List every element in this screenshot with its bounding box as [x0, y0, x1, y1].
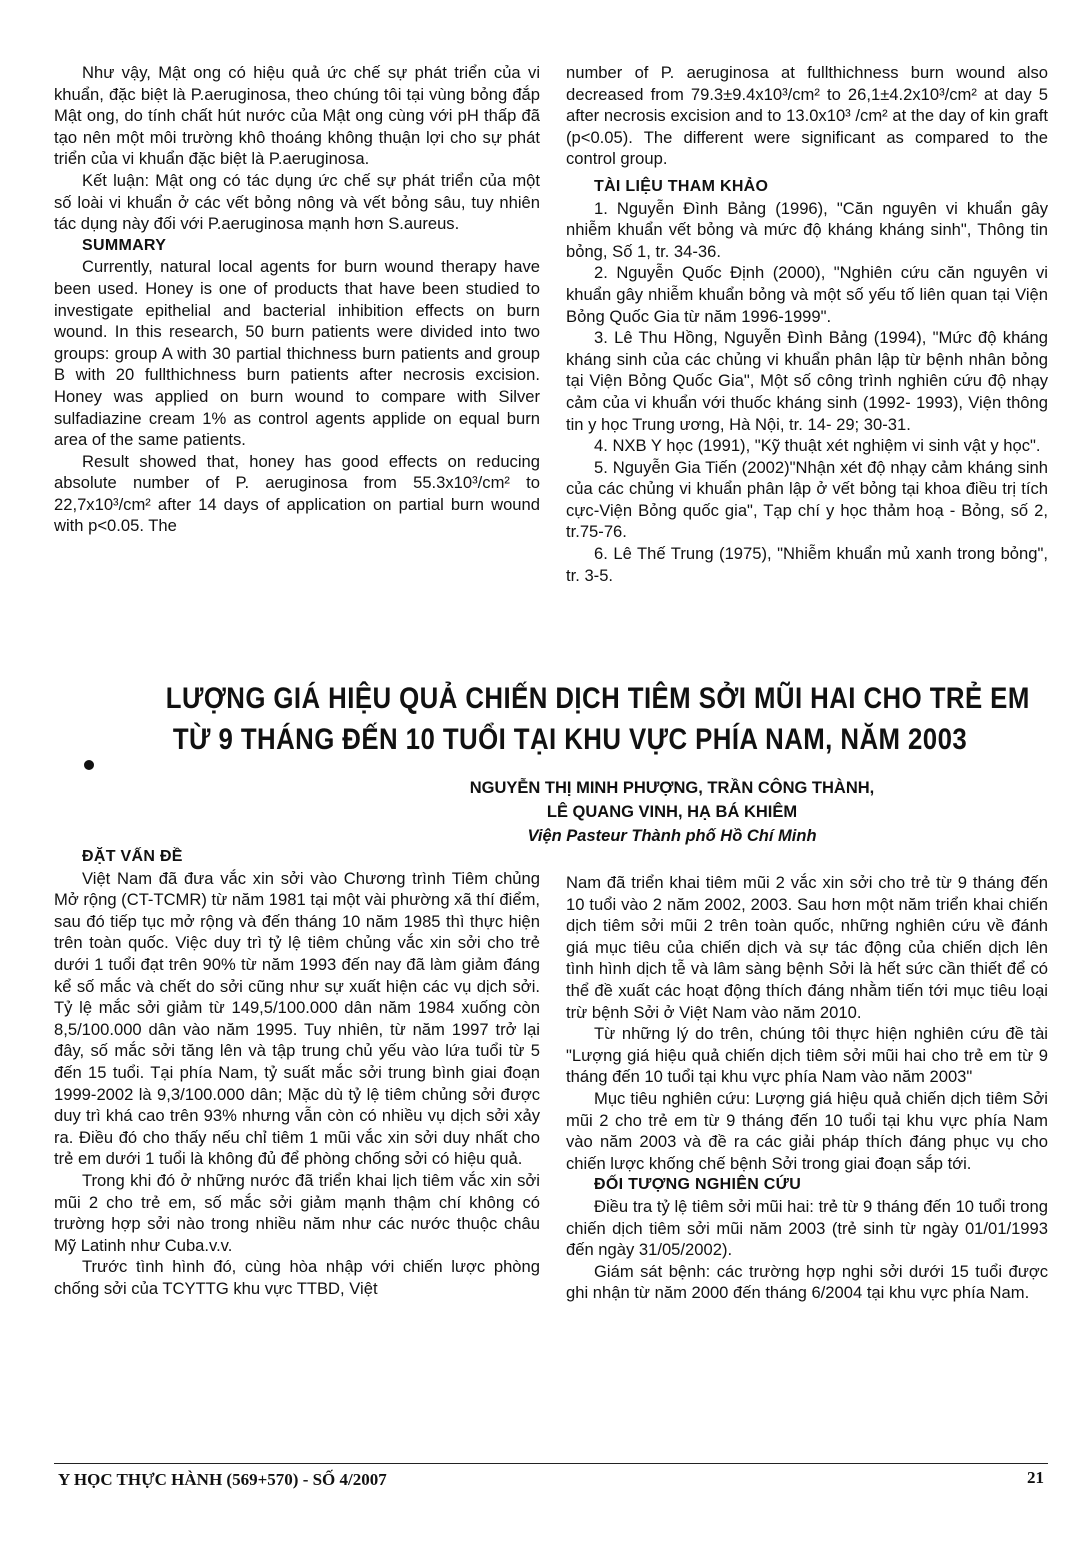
- reference-item: 4. NXB Y học (1991), "Kỹ thuật xét nghiệm vi sinh vật y học".: [594, 436, 1041, 456]
- paragraph: Như vậy, Mật ong có hiệu quả ức chế sự phát triển của vi khuẩn, đặc biệt là P.aeruginosa, theo chúng tôi tại vùng bỏng đắp Mật ong, do tính chất hút nước của Mật ong cùng với pH thấp đã tạo nên một môi trường khô thoáng không thuận lợi cho sự phát triển của vi khuẩn đặc biệt là P.aeruginosa.: [54, 63, 540, 169]
- result-continued-paragraph: number of P. aeruginosa at fullthichness burn wound also decreased from 79.3±9.4x10³/cm² to 26,1±4.2x10³/cm² at day 5 after necrosis excision and to 13.0x10³ /cm² at the day of kin graft (p<0.05). The different were significant as compared to the control group.: [566, 63, 1048, 169]
- reference-item: 6. Lê Thế Trung (1975), "Nhiễm khuẩn mủ xanh trong bỏng", tr. 3-5.: [566, 544, 1048, 585]
- bottom-left-column: [54, 846, 540, 1299]
- bullet-mark: [84, 760, 94, 770]
- reference-item: 1. Nguyễn Đình Bảng (1996), "Căn nguyên vi khuẩn gây nhiễm khuẩn vết bỏng và mức độ kháng kháng sinh", Thông tin bỏng, Số 1, tr. 34-36.: [566, 198, 1048, 261]
- article-title-line-1: LƯỢNG GIÁ HIỆU QUẢ CHIẾN DỊCH TIÊM SỞI MŨI HAI CHO TRẺ EM: [165, 682, 1030, 715]
- authors-line-2: LÊ QUANG VINH, HẠ BÁ KHIÊM: [546, 803, 798, 821]
- article-title: [165, 678, 1030, 760]
- summary-heading: SUMMARY: [82, 236, 167, 254]
- paragraph: Trong khi đó ở những nước đã triển khai lịch tiêm vắc xin sởi mũi 2 cho trẻ em, số mắc sởi giảm mạnh thậm chí không có trường hợp sởi nào trong nhiều năm như các nước thuộc châu Mỹ Latinh như Cuba.v.v.: [54, 1170, 540, 1255]
- authors-block: [300, 776, 1044, 848]
- paragraph: Giám sát bệnh: các trường hợp nghi sởi dưới 15 tuổi được ghi nhận từ năm 2000 đến tháng 6/2004 tại khu vực phía Nam.: [566, 1261, 1048, 1303]
- section-heading: ĐẶT VẤN ĐỀ: [82, 848, 183, 865]
- journal-footer: Y HỌC THỰC HÀNH (569+570) - SỐ 4/2007: [58, 1470, 387, 1489]
- result-paragraph: Result showed that, honey has good effects on reducing absolute number of P. aeruginosa from 55.3x10³/cm² to 22,7x10³/cm² after 14 days of application on partial burn wound with p<0.05. The: [54, 451, 540, 536]
- page-number: 21: [1027, 1468, 1044, 1487]
- paragraph: Từ những lý do trên, chúng tôi thực hiện nghiên cứu đề tài "Lượng giá hiệu quả chiến dịch tiêm sởi mũi hai cho trẻ em từ 9 tháng đến 10 tuổi tại khu vực phía Nam vào năm 2003": [566, 1024, 1048, 1087]
- paragraph: Nam đã triển khai tiêm mũi 2 vắc xin sởi cho trẻ từ 9 tháng đến 10 tuổi vào 2 năm 2002, 2003. Sau hơn một năm triển khai chiến dịch tiêm sởi mũi 2 trên toàn quốc, những nghiên cứu về đánh giá mục tiêu của chiến dịch và sự tác động của chiến dịch lên tình hình dịch tễ và lâm sàng bệnh Sởi là hết sức cần thiết để có thể đề xuất các hoạt động thích đáng nhằm tiến tới mục tiêu loại trừ bệnh Sởi ở Việt Nam vào năm 2010.: [566, 873, 1048, 1022]
- reference-item: 2. Nguyễn Quốc Định (2000), "Nghiên cứu căn nguyên vi khuẩn gây nhiễm khuẩn bỏng và một số yếu tố liên quan tại Viện Bỏng Quốc Gia từ năm 1996-1999".: [566, 263, 1048, 326]
- section-heading: ĐỐI TƯỢNG NGHIÊN CỨU: [594, 1176, 802, 1194]
- paragraph: Điều tra tỷ lệ tiêm sởi mũi hai: trẻ từ 9 tháng đến 10 tuổi trong chiến dịch tiêm sởi mũi năm 2003 (trẻ sinh từ ngày 01/01/1993 đến ngày 31/05/2002).: [566, 1196, 1048, 1260]
- reference-item: 3. Lê Thu Hồng, Nguyễn Đình Bảng (1994), "Mức độ kháng kháng sinh của các chủng vi khuẩn phân lập từ bệnh nhân bỏng tại Viện Bỏng Quốc Gia", Một số công trình nghiên cứu độ nhạy cảm của vi khuẩn với thuốc kháng sinh (1992- 1993), Viện thông tin y học Trung ương, Hà Nội, tr. 14- 29; 30-31.: [566, 328, 1048, 434]
- authors-line-1: NGUYỄN THỊ MINH PHƯỢNG, TRẦN CÔNG THÀNH,: [469, 779, 875, 797]
- paragraph: Việt Nam đã đưa vắc xin sởi vào Chương trình Tiêm chủng Mở rộng (CT-TCMR) từ năm 1981 tại một vài phường xã thí điểm, sau đó tiếp tục mở rộng và đến tháng 10 năm 1985 thì thực hiện trên toàn quốc. Việc duy trì tỷ lệ tiêm chủng vắc xin sởi cho trẻ dưới 1 tuổi đạt trên 90% từ năm 1993 đến nay đã làm giảm đáng kể số mắc và chết do sởi cũng như sự xuất hiện các vụ dịch sởi. Tỷ lệ mắc sởi giảm từ 149,5/100.000 dân năm 1984 xuống còn 8,5/100.000 dân vào năm 1995. Tuy nhiên, từ năm 1997 trở lại đây, số mắc sởi tăng lên và tập trung chủ yếu vào lứa tuổi từ 5 đến 15 tuổi. Tại phía Nam, tỷ suất mắc sởi trung bình giai đoạn 1999-2002 là 9,3/100.000 dân; Mặc dù tỷ lệ tiêm chủng sởi được duy trì khá cao trên 93% nhưng vẫn còn có nhiều vụ dịch sởi xảy ra. Điều đó cho thấy nếu chỉ tiêm 1 mũi vắc xin sởi duy nhất cho trẻ em dưới 1 tuổi là không đủ để phòng chống sởi có hiệu quả.: [54, 868, 540, 1169]
- references-heading: TÀI LIỆU THAM KHẢO: [594, 177, 769, 195]
- bottom-right-column: [566, 872, 1048, 1304]
- objective-paragraph: Mục tiêu nghiên cứu: Lượng giá hiệu quả chiến dịch tiêm Sởi mũi 2 cho trẻ em từ 9 tháng đến 10 tuổi tại khu vực phía Nam vào năm 2003 và đề ra các giải pháp thích đáng phục vụ cho chiến lược khống chế bệnh Sởi trong giai đoạn sắp tới.: [566, 1088, 1048, 1173]
- summary-paragraph: Currently, natural local agents for burn wound therapy have been used. Honey is one of products that have been studied to investigate epithelial and bacterial inhibition effects on burn wound. In this research, 50 burn patients were divided into two groups: group A with 30 partial thichness burn patients and group B with 20 fullthichness burn patients after necrosis excision. Honey was applied on burn wound to compare with Silver sulfadiazine cream 1% as control agents applide on equal burn area of the same patients.: [54, 257, 540, 450]
- paragraph: Trước tình hình đó, cùng hòa nhập với chiến lược phòng chống sởi của TCYTTG khu vực TTBD, Việt: [54, 1257, 540, 1298]
- top-right-column: [566, 62, 1048, 586]
- reference-item: 5. Nguyễn Gia Tiến (2002)"Nhận xét độ nhạy cảm kháng sinh của các chủng vi khuẩn phân lập ở vết bỏng tại khoa điều trị tích cực-Viện Bỏng quốc gia", Tạp chí y học thảm hoạ - Bỏng, số 2, tr.75-76.: [566, 457, 1048, 542]
- affiliation: Viện Pasteur Thành phố Hồ Chí Minh: [527, 827, 817, 845]
- conclusion-paragraph: Kết luận: Mật ong có tác dụng ức chế sự phát triển của một số loài vi khuẩn ở các vết bỏng nông và vết bỏng sâu, tuy nhiên tác dụng này đối với P.aeruginosa mạnh hơn S.aureus.: [54, 170, 540, 234]
- article-title-line-2: TỪ 9 THÁNG ĐẾN 10 TUỔI TẠI KHU VỰC PHÍA NAM, NĂM 2003: [172, 723, 968, 756]
- footer-rule: [54, 1463, 1048, 1464]
- top-left-column: [54, 62, 540, 537]
